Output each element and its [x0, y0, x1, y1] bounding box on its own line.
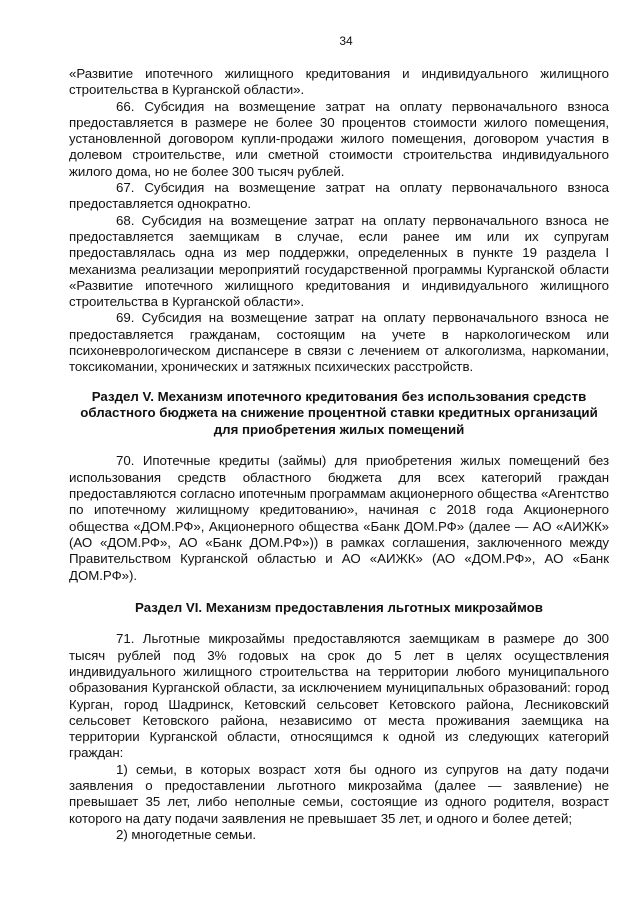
paragraph-67: 67. Субсидия на возмещение затрат на оплату первоначального взноса предоставляется однократно.	[69, 180, 609, 212]
section-5-heading: Раздел V. Механизм ипотечного кредитования без использования средств областного бюджета на снижение процентной ставки кредитных организаций для приобретения жилых помещений	[80, 388, 598, 437]
paragraph-68: 68. Субсидия на возмещение затрат на оплату первоначального взноса не предоставляется заемщикам в случае, если ранее им или их супругам предоставлялась одна из мер поддержки, определенных в пункте 19 раздела I механизма реализации мероприятий государственной программы Курганской области «Развитие ипотечного жилищного кредитования и индивидуального жилищного строительства в Курганской области».	[69, 212, 609, 310]
paragraph-71-item-2: 2) многодетные семьи.	[116, 826, 257, 842]
paragraph-71-item-1: 1) семьи, в которых возраст хотя бы одного из супругов на дату подачи заявления о предоставлении льготного микрозайма (далее — заявление) не превышает 35 лет, либо неполные семьи, состоящие из одного родителя, возраст которого на дату подачи заявления не превышает 35 лет, и одного и более детей;	[69, 761, 609, 826]
section-6-heading: Раздел VI. Механизм предоставления льготных микрозаймов	[135, 599, 543, 615]
paragraph-71: 71. Льготные микрозаймы предоставляются заемщикам в размере до 300 тысяч рублей под 3% годовых на срок до 5 лет в целях осуществления индивидуального жилищного строительства на территории любого муниципального образования Курганской области, за исключением муниципальных образований: город Курган, город Шадринск, Кетовский сельсовет Кетовского района, Лесниковский сельсовет Кетовского района, независимо от места проживания заемщика на территории Курганской области, относящимся к одной из следующих категорий граждан:	[69, 631, 609, 761]
paragraph-70: 70. Ипотечные кредиты (займы) для приобретения жилых помещений без использования средств областного бюджета для всех категорий граждан предоставляются согласно ипотечным программам акционерного общества «Агентство по ипотечному жилищному кредитованию», начиная с 2018 года Акционерного общества «ДОМ.РФ», Акционерного общества «Банк ДОМ.РФ» (далее — АО «АИЖК» (АО «ДОМ.РФ», АО «Банк ДОМ.РФ»)) в рамках соглашения, заключенного между Правительством Курганской областью и АО «АИЖК» (АО «ДОМ.РФ», АО «Банк ДОМ.РФ»).	[69, 453, 609, 583]
page-number: 34	[339, 34, 353, 48]
paragraph-program-name: «Развитие ипотечного жилищного кредитования и индивидуального жилищного строительства в Курганской области».	[69, 66, 609, 98]
document-page	[69, 34, 609, 894]
paragraph-69: 69. Субсидия на возмещение затрат на оплату первоначального взноса не предоставляется гражданам, состоящим на учете в наркологическом или психоневрологическом диспансере в связи с лечением от алкоголизма, наркомании, токсикомании, хронических и затяжных психических расстройств.	[69, 310, 609, 375]
paragraph-66: 66. Субсидия на возмещение затрат на оплату первоначального взноса предоставляется в размере не более 30 процентов стоимости жилого помещения, установленной договором купли-продажи жилого помещения, договором участия в долевом строительстве, или сметной стоимости строительства индивидуального жилого дома, но не более 300 тысяч рублей.	[69, 98, 609, 179]
